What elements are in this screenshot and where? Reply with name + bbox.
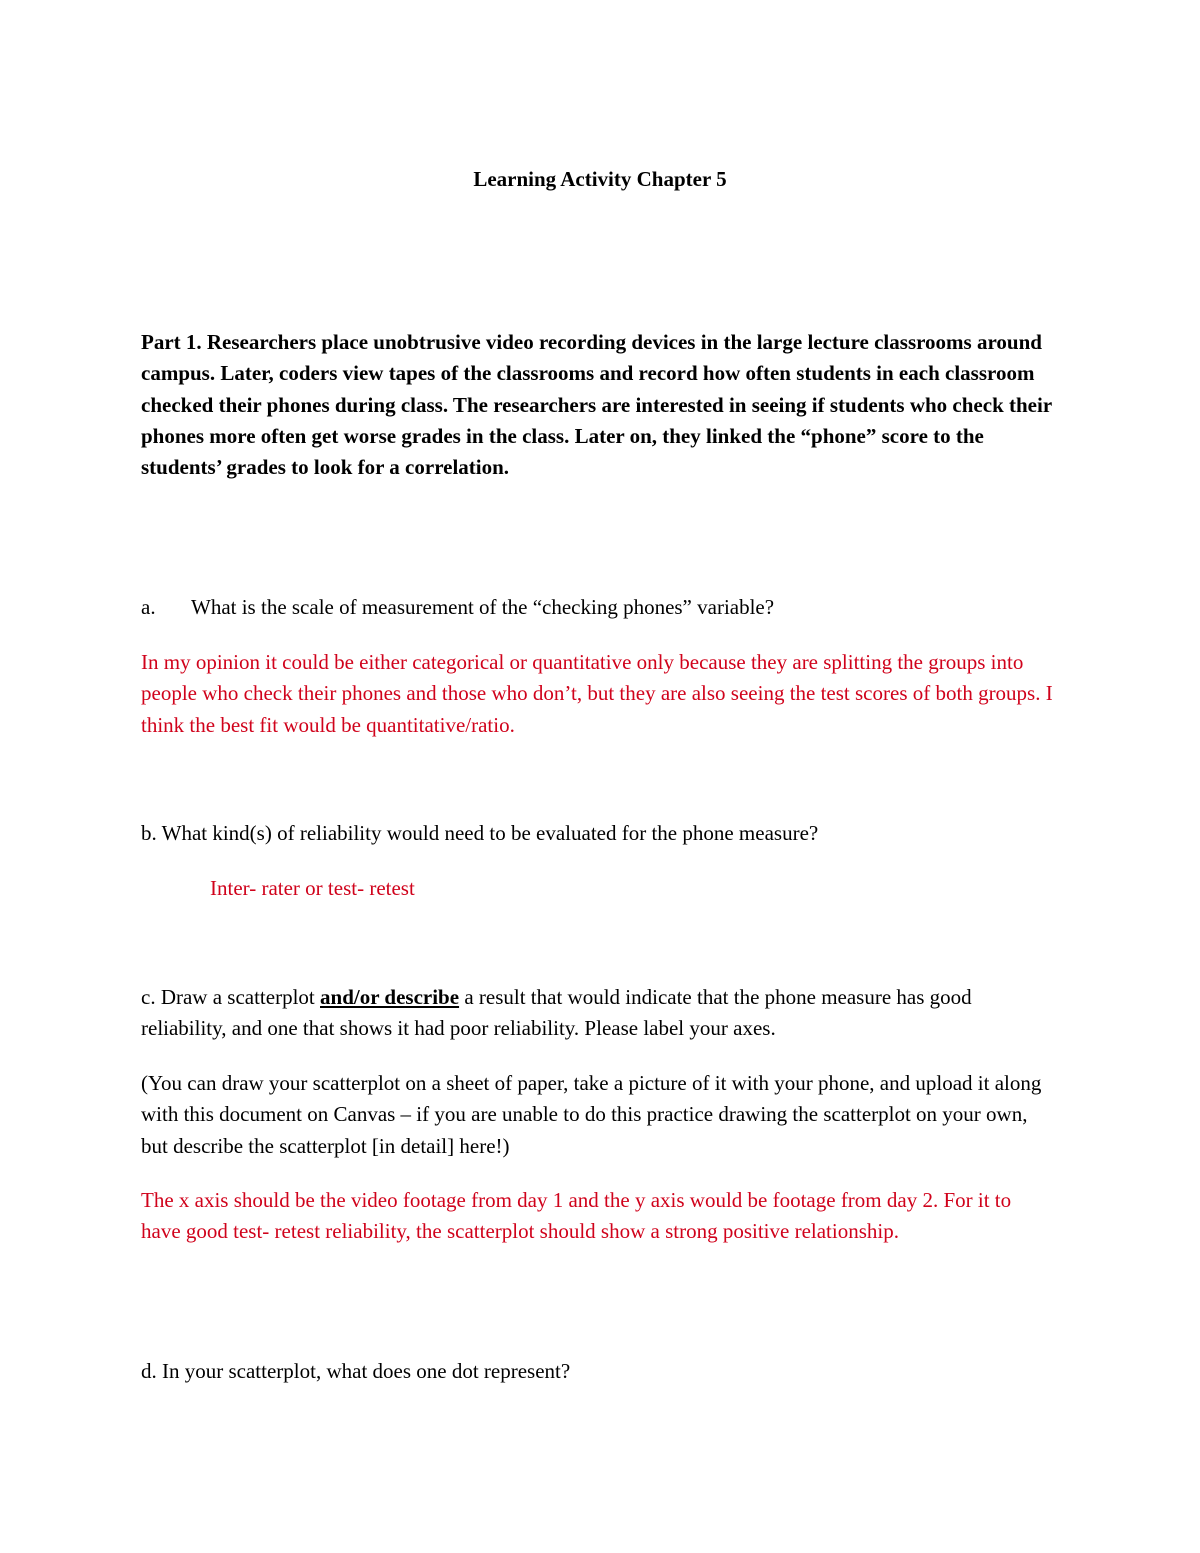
question-a [141, 592, 1056, 623]
question-b: b. What kind(s) of reliability would need to be evaluated for the phone measure? [141, 821, 819, 845]
question-d: d. In your scatterplot, what does one dot represent? [141, 1359, 571, 1383]
document-title: Learning Activity Chapter 5 [473, 167, 727, 191]
answer-b: Inter- rater or test- retest [210, 876, 415, 900]
question-c-text-after: a result that would indicate that the phone measure has good reliability, and one that shows it had poor reliability. Please label your axes. [141, 985, 972, 1041]
answer-c: The x axis should be the video footage from day 1 and the y axis would be footage from day 2. For it to have good test- retest reliability, the scatterplot should show a strong positive relationship. [141, 1188, 1012, 1244]
question-c [141, 982, 1056, 1045]
part1-paragraph: Part 1. Researchers place unobtrusive video recording devices in the large lecture classrooms around campus. Later, coders view tapes of the classrooms and record how often students in each classroom checked their phones during class. The researchers are interested in seeing if students who check their phones more often get worse grades in the class. Later on, they linked the “phone” score to the students’ grades to look for a correlation. [141, 330, 1052, 480]
question-c-emphasis: and/or describe [320, 985, 460, 1009]
question-c-text-before: c. Draw a scatterplot [141, 985, 321, 1009]
question-a-text: What is the scale of measurement of the “checking phones” variable? [191, 595, 775, 619]
answer-a: In my opinion it could be either categorical or quantitative only because they are splitting the groups into people who check their phones and those who don’t, but they are also seeing the test scores of both groups. I think the best fit would be quantitative/ratio. [141, 650, 1053, 737]
question-a-label: a. [141, 595, 156, 619]
question-c-note: (You can draw your scatterplot on a sheet of paper, take a picture of it with your phone, and upload it along with this document on Canvas – if you are unable to do this practice drawing the scatterplot on your own, but describe the scatterplot [in detail] here!) [141, 1071, 1042, 1158]
